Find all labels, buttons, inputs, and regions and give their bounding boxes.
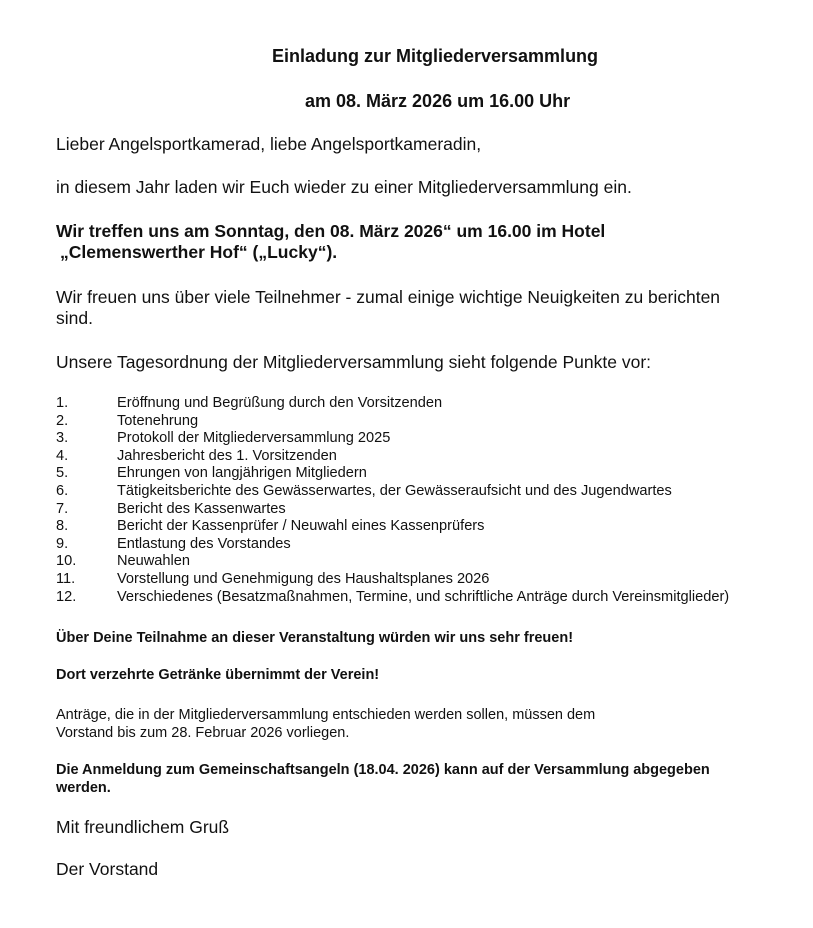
- agenda-item-number: 9.: [56, 535, 69, 552]
- agenda-item: [56, 553, 729, 571]
- agenda-item-number: 6.: [56, 482, 69, 499]
- agenda-intro: Unsere Tagesordnung der Mitgliederversammlung sieht folgende Punkte vor:: [56, 352, 652, 372]
- agenda-item-number: 5.: [56, 465, 69, 482]
- agenda-item-number: 7.: [56, 500, 69, 517]
- document-subtitle: am 08. März 2026 um 16.00 Uhr: [305, 91, 571, 111]
- agenda-item-text: Totenehrung: [117, 412, 199, 429]
- agenda-list: [56, 395, 729, 606]
- motions-note-line2: Vorstand bis zum 28. Februar 2026 vorliegen.: [56, 725, 350, 741]
- agenda-item-text: Protokoll der Mitgliederversammlung 2025: [117, 430, 391, 447]
- meeting-info-line2: „Clemenswerther Hof“ („Lucky“).: [60, 242, 338, 262]
- agenda-item: [56, 571, 729, 589]
- agenda-item: [56, 448, 729, 466]
- agenda-item: [56, 430, 729, 448]
- drinks-note: Dort verzehrte Getränke übernimmt der Verein!: [56, 667, 380, 683]
- looking-forward-line2: sind.: [56, 308, 93, 328]
- agenda-item-number: 11.: [56, 570, 76, 587]
- agenda-item-number: 3.: [56, 430, 69, 447]
- participation-note: Über Deine Teilnahme an dieser Veranstaltung würden wir uns sehr freuen!: [56, 630, 574, 646]
- closing-greeting: Mit freundlichem Gruß: [56, 817, 230, 837]
- agenda-item-text: Neuwahlen: [117, 553, 191, 570]
- registration-note-line1: Die Anmeldung zum Gemeinschaftsangeln (18.04. 2026) kann auf der Versammlung abgegeben: [56, 762, 710, 778]
- registration-note-line2: werden.: [56, 780, 111, 796]
- agenda-item-text: Tätigkeitsberichte des Gewässerwartes, der Gewässeraufsicht und des Jugendwartes: [117, 482, 672, 499]
- agenda-item-number: 8.: [56, 518, 69, 535]
- agenda-item-number: 1.: [56, 395, 69, 411]
- signature: Der Vorstand: [56, 859, 159, 879]
- meeting-info-line1: Wir treffen uns am Sonntag, den 08. März 2026“ um 16.00 im Hotel: [56, 221, 606, 241]
- agenda-item: [56, 518, 729, 536]
- motions-note-line1: Anträge, die in der Mitgliederversammlung entschieden werden sollen, müssen dem: [56, 707, 596, 723]
- agenda-item-text: Entlastung des Vorstandes: [117, 535, 291, 552]
- agenda-item-number: 2.: [56, 412, 69, 429]
- agenda-item: [56, 501, 729, 519]
- agenda-item: [56, 465, 729, 483]
- agenda-item: [56, 589, 729, 607]
- agenda-item-text: Vorstellung und Genehmigung des Haushaltsplanes 2026: [117, 570, 490, 587]
- agenda-item: [56, 483, 729, 501]
- agenda-item-number: 10.: [56, 553, 77, 570]
- agenda-item-text: Verschiedenes (Besatzmaßnahmen, Termine, und schriftliche Anträge durch Vereinsmitglieder): [117, 588, 730, 605]
- agenda-item-text: Eröffnung und Begrüßung durch den Vorsitzenden: [117, 395, 443, 411]
- document-title: Einladung zur Mitgliederversammlung: [272, 46, 599, 66]
- intro-text: in diesem Jahr laden wir Euch wieder zu einer Mitgliederversammlung ein.: [56, 177, 632, 197]
- agenda-item-text: Jahresbericht des 1. Vorsitzenden: [117, 447, 337, 464]
- agenda-item: [56, 395, 729, 413]
- agenda-item-text: Bericht der Kassenprüfer / Neuwahl eines Kassenprüfers: [117, 518, 485, 535]
- agenda-item: [56, 413, 729, 431]
- looking-forward-line1: Wir freuen uns über viele Teilnehmer - zumal einige wichtige Neuigkeiten zu berichten: [56, 287, 721, 307]
- agenda-item-number: 12.: [56, 588, 77, 605]
- greeting: Lieber Angelsportkamerad, liebe Angelsportkameradin,: [56, 134, 482, 154]
- agenda-item-number: 4.: [56, 447, 69, 464]
- agenda-item: [56, 536, 729, 554]
- agenda-item-text: Bericht des Kassenwartes: [117, 500, 286, 517]
- agenda-item-text: Ehrungen von langjährigen Mitgliedern: [117, 465, 367, 482]
